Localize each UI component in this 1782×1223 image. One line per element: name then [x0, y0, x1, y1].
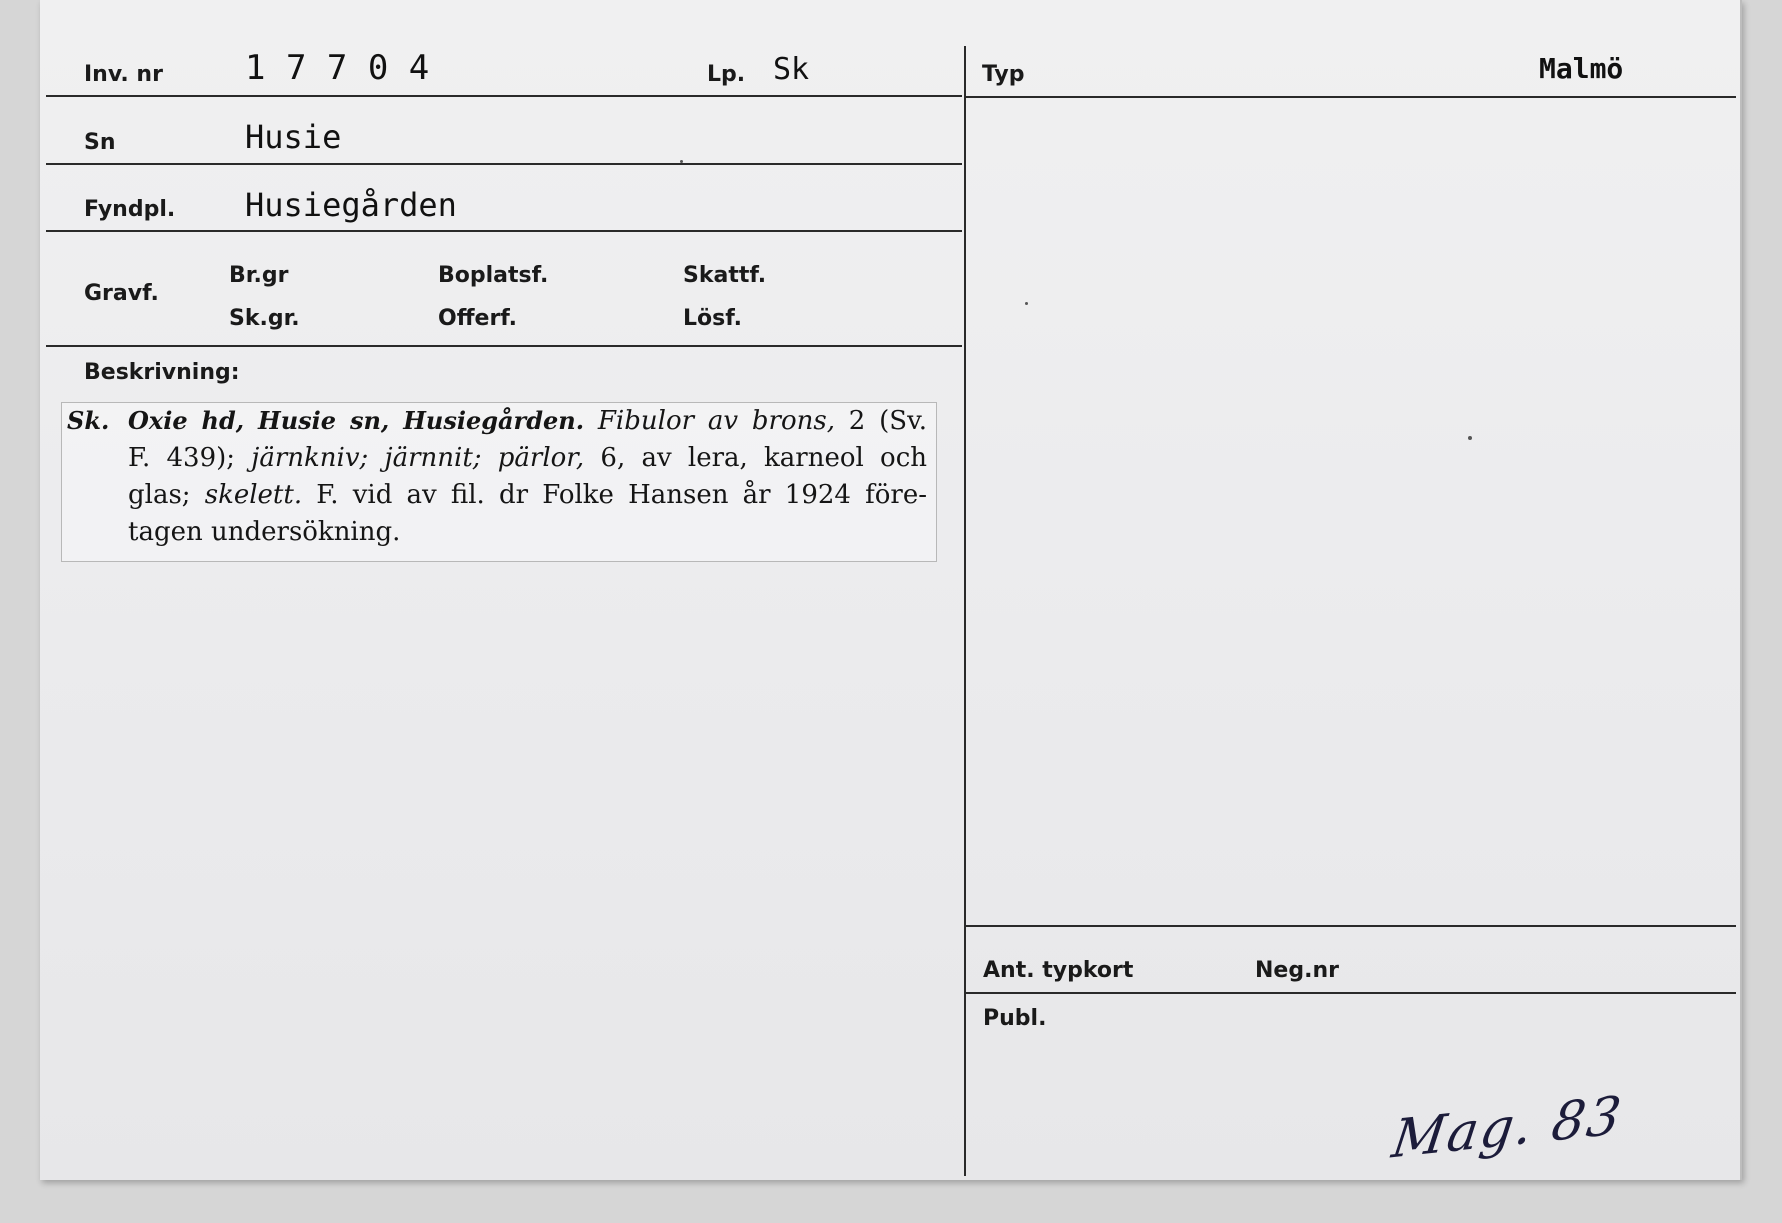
description-fragment: 2 (Sv. [848, 406, 927, 436]
typ-label: Typ [982, 62, 1025, 87]
gravf-label: Gravf. [84, 281, 159, 306]
divider [966, 925, 1736, 927]
description-prefix: Sk. [67, 406, 110, 435]
divider [46, 230, 962, 232]
offerf-label: Offerf. [438, 306, 518, 331]
skattf-label: Skattf. [683, 263, 767, 288]
description-line [67, 477, 927, 514]
beskrivning-label: Beskrivning: [84, 360, 240, 385]
sn-label: Sn [84, 130, 116, 155]
description-fragment: skelett. [204, 480, 303, 510]
brgr-label: Br.gr [229, 263, 289, 288]
lp-label: Lp. [707, 62, 746, 87]
description-fragment: F. vid av fil. dr Folke Hansen år 1924 före- [316, 480, 927, 510]
handwritten-note: Mag. 83 [1388, 1085, 1627, 1171]
losf-label: Lösf. [683, 306, 742, 331]
divider [46, 163, 962, 165]
description-fragment: tagen undersökning. [128, 517, 401, 547]
description-fragment: järnkniv; järnnit; pärlor, [251, 443, 585, 473]
inv-nr-value: 1 7 7 0 4 [245, 48, 430, 88]
inv-nr-label: Inv. nr [84, 62, 163, 87]
speck [1025, 302, 1028, 305]
publ-label: Publ. [983, 1006, 1047, 1031]
description-fragment: F. 439); [128, 443, 236, 473]
description-line [67, 514, 927, 551]
speck [680, 160, 683, 163]
divider [966, 992, 1736, 994]
ant-typkort-label: Ant. typkort [983, 958, 1134, 983]
lp-value: Sk [773, 52, 810, 87]
description-fragment: glas; [128, 480, 191, 510]
column-divider [964, 46, 966, 1176]
divider [966, 96, 1736, 98]
description-line [67, 402, 927, 440]
place-value: Malmö [1539, 52, 1624, 85]
description-fragment: 6, av lera, karneol och [600, 443, 928, 473]
divider [46, 345, 962, 347]
sn-value: Husie [245, 118, 342, 156]
description-text [67, 402, 927, 551]
description-fragment: Fibulor av brons, [597, 406, 835, 436]
boplatsf-label: Boplatsf. [438, 263, 549, 288]
catalog-card [40, 0, 1742, 1180]
description-location: Oxie hd, Husie sn, Husiegården. [128, 406, 585, 435]
fyndpl-value: Husiegården [245, 186, 457, 224]
negnr-label: Neg.nr [1255, 958, 1339, 983]
fyndpl-label: Fyndpl. [84, 197, 176, 222]
divider [46, 95, 962, 97]
skgr-label: Sk.gr. [229, 306, 300, 331]
speck [1468, 436, 1472, 440]
description-line [67, 440, 927, 477]
